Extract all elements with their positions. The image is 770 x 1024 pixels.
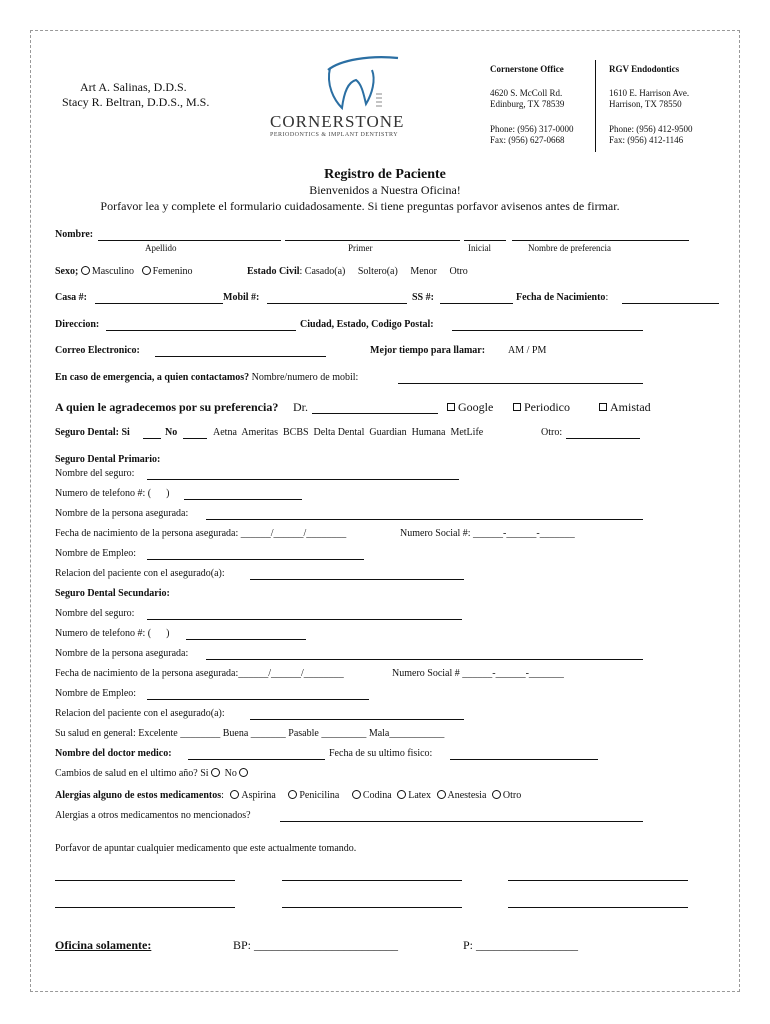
inicial-sublabel: Inicial <box>468 243 491 253</box>
primer-field[interactable] <box>285 240 460 241</box>
primario-social[interactable]: Numero Social #: ______-______-_______ <box>400 528 575 539</box>
bp-field[interactable]: BP: ________________________ <box>233 938 399 952</box>
cambios-no-label: No <box>224 768 237 779</box>
secundario-nombre-label: Nombre del seguro: <box>55 608 135 619</box>
direccion-field[interactable] <box>106 330 296 331</box>
sexo-row <box>55 266 193 277</box>
secundario-title: Seguro Dental Secundario: <box>55 588 170 599</box>
periodico-checkbox[interactable] <box>513 403 521 411</box>
mobil-field[interactable] <box>267 303 407 304</box>
seguro-si-field[interactable] <box>143 438 161 439</box>
fisico-field[interactable] <box>450 759 598 760</box>
alergias-row <box>55 790 521 801</box>
otros-medicamentos-field[interactable] <box>280 821 643 822</box>
seguro-otro-field[interactable] <box>566 438 640 439</box>
google-label: Google <box>458 400 494 414</box>
office2-title: RGV Endodontics <box>609 64 680 74</box>
medicamento-line-5[interactable] <box>282 907 462 908</box>
p-field[interactable]: P: _________________ <box>463 938 579 952</box>
cambios-label: Cambios de salud en el ultimo año? Si <box>55 768 209 779</box>
welcome-text: Bienvenidos a Nuestra Oficina! <box>309 183 461 197</box>
otros-medicamentos-label: Alergias a otros medicamentos no mencionados? <box>55 810 251 821</box>
medicamento-line-3[interactable] <box>508 880 688 881</box>
medicamentos-label: Porfavor de apuntar cualquier medicamento que este actualmente tomando. <box>55 843 357 854</box>
latex-label: Latex <box>408 790 431 801</box>
ciudad-field[interactable] <box>452 330 643 331</box>
secundario-persona-label: Nombre de la persona asegurada: <box>55 648 189 659</box>
doctor-name-1: Art A. Salinas, D.D.S. <box>80 80 187 94</box>
emergencia-row <box>55 372 358 383</box>
casa-field[interactable] <box>95 303 223 304</box>
emergencia-field[interactable] <box>398 383 643 384</box>
correo-label: Correo Electronico: <box>55 345 140 356</box>
apellido-sublabel: Apellido <box>145 243 177 253</box>
seguro-no-label: No <box>165 427 178 438</box>
medicamento-line-2[interactable] <box>282 880 462 881</box>
office1-title: Cornerstone Office <box>490 64 564 74</box>
ss-label: SS #: <box>412 292 434 303</box>
primario-empleo-field[interactable] <box>147 559 364 560</box>
secundario-empleo-label: Nombre de Empleo: <box>55 688 137 699</box>
mejor-tiempo-label: Mejor tiempo para llamar: <box>370 345 486 356</box>
primario-relacion-label: Relacion del paciente con el asegurado(a): <box>55 568 225 579</box>
secundario-persona-field[interactable] <box>206 659 643 660</box>
secundario-empleo-field[interactable] <box>147 699 369 700</box>
oficina-label: Oficina solamente: <box>55 938 152 952</box>
seguro-otro-label: Otro: <box>541 427 563 438</box>
cambios-row <box>55 768 250 779</box>
alergias-colon: : <box>221 790 224 801</box>
google-checkbox[interactable] <box>447 403 455 411</box>
medicamento-line-1[interactable] <box>55 880 235 881</box>
medicamento-line-4[interactable] <box>55 907 235 908</box>
form-title: Registro de Paciente <box>324 167 446 182</box>
secundario-social[interactable]: Numero Social # ______-______-_______ <box>392 668 564 679</box>
preferencia-field[interactable] <box>512 240 689 241</box>
amistad-option[interactable] <box>599 400 651 415</box>
fecha-nacimiento-field[interactable] <box>622 303 719 304</box>
primario-persona-label: Nombre de la persona asegurada: <box>55 508 189 519</box>
seguro-no-field[interactable] <box>183 438 207 439</box>
secundario-relacion-field[interactable] <box>250 719 464 720</box>
amistad-checkbox[interactable] <box>599 403 607 411</box>
aspirina-label: Aspirina <box>241 790 276 801</box>
tooth-logo-icon <box>320 50 405 112</box>
inicial-field[interactable] <box>464 240 506 241</box>
secundario-fecha[interactable]: Fecha de nacimiento de la persona asegurada:______/______/________ <box>55 668 344 679</box>
carriers-list: Aetna Ameritas BCBS Delta Dental Guardian Humana MetLife <box>213 427 484 438</box>
apellido-field[interactable] <box>98 240 281 241</box>
cambios-no-radio[interactable] <box>239 768 248 777</box>
mobil-label: Mobil #: <box>223 292 260 303</box>
fecha-nacimiento-row <box>516 292 608 303</box>
nombre-label: Nombre: <box>55 229 94 240</box>
office1-phone: Phone: (956) 317-0000 <box>490 124 574 134</box>
office2-addr1: 1610 E. Harrison Ave. <box>609 88 690 98</box>
fecha-nacimiento-label: Fecha de Nacimiento <box>516 292 606 303</box>
instructions-text: Porfavor lea y complete el formulario cuidadosamente. Si tiene preguntas porfavor avisenos antes de firmar. <box>100 199 620 213</box>
latex-radio[interactable] <box>397 790 406 799</box>
logo-subtitle: PERIODONTICS & IMPLANT DENTISTRY <box>270 132 399 138</box>
doctor-label: Nombre del doctor medico: <box>55 748 172 759</box>
masculino-radio[interactable] <box>81 266 90 275</box>
penicilina-radio[interactable] <box>288 790 297 799</box>
anestesia-radio[interactable] <box>437 790 446 799</box>
primario-nombre-label: Nombre del seguro: <box>55 468 135 479</box>
medicamento-line-6[interactable] <box>508 907 688 908</box>
masculino-label: Masculino <box>91 266 135 277</box>
primario-fecha[interactable]: Fecha de nacimiento de la persona asegurada: ______/______/________ <box>55 528 347 539</box>
secundario-nombre-field[interactable] <box>147 619 462 620</box>
office1-fax: Fax: (956) 627-0668 <box>490 135 565 145</box>
primario-nombre-field[interactable] <box>147 479 459 480</box>
salud-general[interactable]: Su salud en general: Excelente ________ Buena _______ Pasable _________ Mala___________ <box>55 728 445 739</box>
estado-civil-options: : Casado(a) Soltero(a) Menor Otro <box>299 266 468 277</box>
office1-addr1: 4620 S. McColl Rd. <box>490 88 563 98</box>
ciudad-label: Ciudad, Estado, Codigo Postal: <box>300 319 434 330</box>
periodico-option[interactable] <box>513 400 570 415</box>
femenino-radio[interactable] <box>142 266 151 275</box>
preferencia-sublabel: Nombre de preferencia <box>528 243 611 253</box>
doctor-field[interactable] <box>188 759 325 760</box>
cambios-si-radio[interactable] <box>211 768 220 777</box>
office-divider <box>595 60 596 152</box>
referral-dr-label: Dr. <box>293 400 308 414</box>
ss-field[interactable] <box>440 303 513 304</box>
estado-civil-label: Estado Civil <box>247 266 300 277</box>
anestesia-label: Anestesia <box>447 790 487 801</box>
office2-phone: Phone: (956) 412-9500 <box>609 124 693 134</box>
correo-field[interactable] <box>155 356 326 357</box>
alergias-label: Alergias alguno de estos medicamentos <box>55 790 222 801</box>
sexo-label: Sexo; <box>55 266 79 277</box>
femenino-label: Femenino <box>152 266 193 277</box>
primario-persona-field[interactable] <box>206 519 643 520</box>
codina-label: Codina <box>362 790 392 801</box>
google-option[interactable] <box>447 400 493 415</box>
office2-addr2: Harrison, TX 78550 <box>609 99 682 109</box>
estado-civil-row <box>247 266 468 277</box>
primario-empleo-label: Nombre de Empleo: <box>55 548 137 559</box>
emergencia-sublabel: Nombre/numero de mobil: <box>251 372 359 383</box>
primer-sublabel: Primer <box>348 243 373 253</box>
fisico-label: Fecha de su ultimo fisico: <box>329 748 433 759</box>
codina-radio[interactable] <box>352 790 361 799</box>
doctor-name-2: Stacy R. Beltran, D.D.S., M.S. <box>62 95 210 109</box>
otro-label: Otro <box>502 790 522 801</box>
primario-relacion-field[interactable] <box>250 579 464 580</box>
primario-telefono-field[interactable] <box>184 499 302 500</box>
periodico-label: Periodico <box>524 400 570 414</box>
amistad-label: Amistad <box>610 400 651 414</box>
otro-radio[interactable] <box>492 790 501 799</box>
fecha-nacimiento-colon: : <box>605 292 609 303</box>
secundario-relacion-label: Relacion del paciente con el asegurado(a): <box>55 708 225 719</box>
primario-telefono-label: Numero de telefono #: ( ) <box>55 488 170 499</box>
primario-title: Seguro Dental Primario: <box>55 454 161 465</box>
aspirina-radio[interactable] <box>230 790 239 799</box>
direccion-label: Direccion: <box>55 319 100 330</box>
office2-fax: Fax: (956) 412-1146 <box>609 135 684 145</box>
am-pm-option[interactable]: AM / PM <box>508 345 547 356</box>
penicilina-label: Penicilina <box>299 790 340 801</box>
referral-dr-field[interactable] <box>312 413 438 414</box>
referral-label: A quien le agradecemos por su preferencia? <box>55 400 279 414</box>
seguro-si-label: Seguro Dental: Si <box>55 427 130 438</box>
office1-addr2: Edinburg, TX 78539 <box>490 99 565 109</box>
secundario-telefono-label: Numero de telefono #: ( ) <box>55 628 170 639</box>
emergencia-label: En caso de emergencia, a quien contactamos? <box>55 372 250 383</box>
secundario-telefono-field[interactable] <box>186 639 306 640</box>
logo-name: CORNERSTONE <box>270 112 405 131</box>
casa-label: Casa #: <box>55 292 87 303</box>
